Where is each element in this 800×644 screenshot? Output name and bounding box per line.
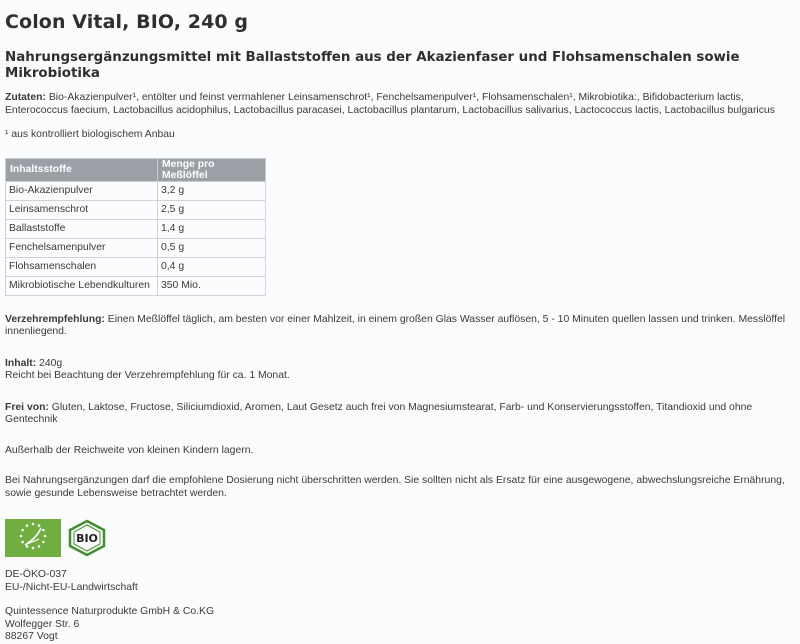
table-header-amount: Menge pro Meßlöffel [158, 158, 266, 181]
page-title: Colon Vital, BIO, 240 g [5, 11, 249, 33]
table-cell-amount: 2,5 g [158, 200, 266, 219]
table-row [6, 238, 266, 257]
table-cell-amount: 3,2 g [158, 181, 266, 200]
content-label: Inhalt: [5, 357, 37, 369]
table-header-row [6, 158, 266, 181]
usage-text: Einen Meßlöffel täglich, am besten vor einer Mahlzeit, in einem großen Glas Wasser auflösen, 5 - 10 Minuten quellen lassen und trinken. Messlöffel innenliegend. [5, 313, 786, 337]
free-from-label: Frei von: [5, 401, 49, 413]
free-from-text: Gluten, Laktose, Fructose, Siliciumdioxid, Aromen, Laut Gesetz auch frei von Magnesiumstearat, Farb- und Konservierungsstoffen, Titandioxid und ohne Gentechnik [5, 401, 753, 425]
manufacturer-city: 88267 Vogt [5, 631, 58, 642]
table-row [6, 200, 266, 219]
ingredients-text: Bio-Akazienpulver¹, entölter und feinst vermahlener Leinsamenschrot¹, Fenchelsamenpulver¹, Flohsamenschalen¹, Mikrobiotika:, Bifidobacterium lactis, Enterococcus faecium, Lactobacillus acidophilus, Lactobacillus paracasei, Lactobacillus plantarum, Lactobacillus salivarius, Lactococcus lactis, Lactobacillus bulgaricus [5, 92, 775, 116]
certification-code: DE-ÖKO-037 [5, 569, 67, 580]
table-row [6, 219, 266, 238]
content-paragraph [5, 358, 795, 383]
content-text: 240g [36, 357, 63, 369]
product-subtitle: Nahrungsergänzungsmittel mit Ballaststoffen aus der Akazienfaser und Flohsamenschalen sowie Mikrobiotika [5, 50, 740, 81]
bio-seal-icon [66, 519, 108, 557]
table-cell-ingredient: Leinsamenschrot [6, 200, 158, 219]
manufacturer-name: Quintessence Naturprodukte GmbH & Co.KG [5, 606, 215, 617]
manufacturer-street: Wolfegger Str. 6 [5, 618, 80, 630]
table-cell-amount: 0,5 g [158, 238, 266, 257]
bio-seal-text: BIO [76, 531, 98, 545]
table-cell-ingredient: Fenchelsamenpulver [6, 238, 158, 257]
eu-organic-leaf-icon [5, 519, 61, 557]
organic-footnote: ¹ aus kontrolliert biologischem Anbau [5, 129, 175, 140]
table-row [6, 276, 266, 295]
ingredients-paragraph [5, 92, 795, 117]
manufacturer-address [5, 606, 795, 644]
table-cell-ingredient: Mikrobiotische Lebendkulturen [6, 276, 158, 295]
ingredients-label: Zutaten: [5, 92, 46, 103]
table-cell-ingredient: Flohsamenschalen [6, 257, 158, 276]
free-from-paragraph [5, 402, 795, 427]
usage-paragraph [5, 314, 795, 339]
certification-origin: EU-/Nicht-EU-Landwirtschaft [5, 581, 138, 593]
content-note: Reicht bei Beachtung der Verzehrempfehlung für ca. 1 Monat. [5, 370, 290, 381]
table-row [6, 257, 266, 276]
usage-label: Verzehrempfehlung: [5, 313, 105, 325]
table-cell-amount: 0,4 g [158, 257, 266, 276]
table-cell-ingredient: Bio-Akazienpulver [6, 181, 158, 200]
table-cell-ingredient: Ballaststoffe [6, 219, 158, 238]
logo-row [5, 518, 795, 557]
dosage-warning: Bei Nahrungsergänzungen darf die empfohlene Dosierung nicht überschritten werden. Sie sollten nicht als Ersatz für eine ausgewogene, abwechslungsreiche Ernährung, sowie gesunde Lebensweise betrachtet werden. [5, 475, 785, 499]
table-cell-amount: 1,4 g [158, 219, 266, 238]
table-cell-amount: 350 Mio. [158, 276, 266, 295]
nutrition-table [5, 158, 266, 296]
children-warning: Außerhalb der Reichweite von kleinen Kindern lagern. [5, 444, 254, 456]
table-row [6, 181, 266, 200]
certification-block [5, 569, 795, 594]
table-header-ingredient: Inhaltsstoffe [6, 158, 158, 181]
